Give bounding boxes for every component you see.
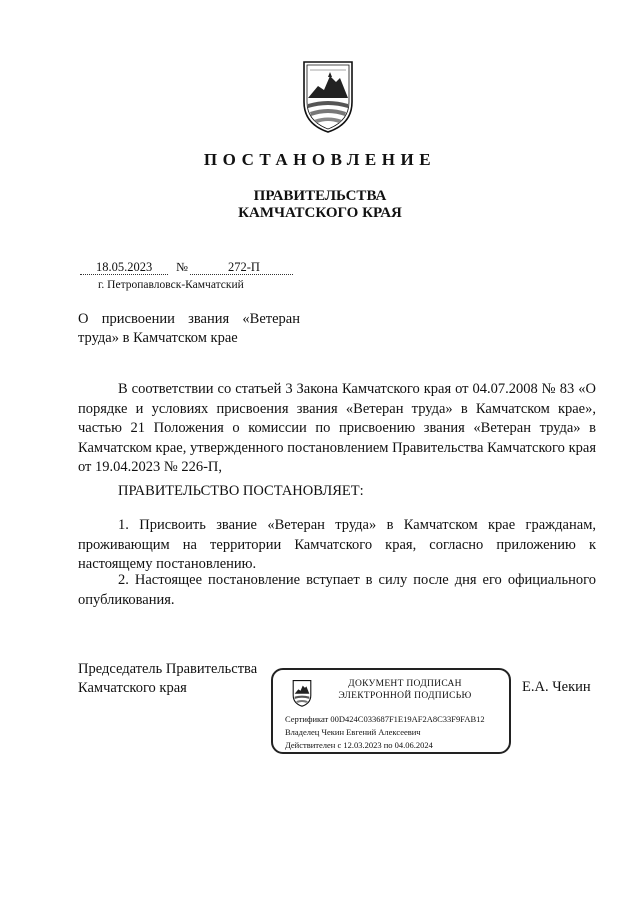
stamp-owner: Владелец Чекин Евгений Алексеевич	[285, 727, 421, 737]
signer-position-line-2: Камчатского края	[78, 680, 187, 696]
item-1-text: 1. Присвоить звание «Ветеран труда» в Камчатском крае гражданам, проживающим на территории Камчатского края, согласно приложению к настоящему постановлению.	[78, 517, 596, 572]
coat-of-arms-icon	[298, 58, 358, 134]
decree-text: ПРАВИТЕЛЬСТВО ПОСТАНОВЛЯЕТ:	[118, 483, 364, 499]
issuer-line-1: ПРАВИТЕЛЬСТВА	[253, 188, 387, 204]
stamp-title-line-1: ДОКУМЕНТ ПОДПИСАН	[348, 679, 462, 689]
number-sign: №	[176, 260, 188, 274]
document-subject: О присвоении звания «Ветеран труда» в Камчатском крае	[78, 311, 300, 346]
stamp-coat-of-arms-icon	[291, 678, 313, 708]
stamp-title-line-2: ЭЛЕКТРОННОЙ ПОДПИСЬЮ	[338, 691, 472, 701]
stamp-heading	[335, 678, 475, 702]
item-2-text: 2. Настоящее постановление вступает в силу после дня его официального опубликования.	[78, 572, 596, 608]
stamp-validity: Действителен с 12.03.2023 по 04.06.2024	[285, 740, 433, 750]
stamp-certificate: Сертификат 00D424C033687F1E19AF2A8C33F9FAB12	[285, 714, 485, 724]
document-date: 18.05.2023	[96, 260, 153, 274]
preamble-paragraph	[78, 380, 596, 478]
signer-position	[78, 660, 257, 698]
item-1-paragraph	[78, 516, 596, 575]
place-of-issue: г. Петропавловск-Камчатский	[98, 279, 244, 291]
document-type-title: ПОСТАНОВЛЕНИЕ	[203, 150, 437, 169]
preamble-text: В соответствии со статьей 3 Закона Камчатского края от 04.07.2008 № 83 «О порядке и условиях присвоения звания «Ветеран труда» в Камчатском крае», частью 21 Положения о комиссии по присвоению звания «Ветеран труда» в Камчатском крае, утвержденного постановлением Правительства Камчатского края от 19.04.2023 № 226-П,	[78, 381, 596, 475]
issuer-line-2: КАМЧАТСКОГО КРАЯ	[238, 205, 402, 221]
electronic-signature-stamp	[271, 668, 511, 754]
signer-position-line-1: Председатель Правительства	[78, 661, 258, 677]
item-2-paragraph	[78, 571, 596, 610]
document-number: 272-П	[228, 260, 260, 274]
decree-paragraph	[78, 482, 596, 502]
signer-name: Е.А. Чекин	[522, 679, 591, 695]
